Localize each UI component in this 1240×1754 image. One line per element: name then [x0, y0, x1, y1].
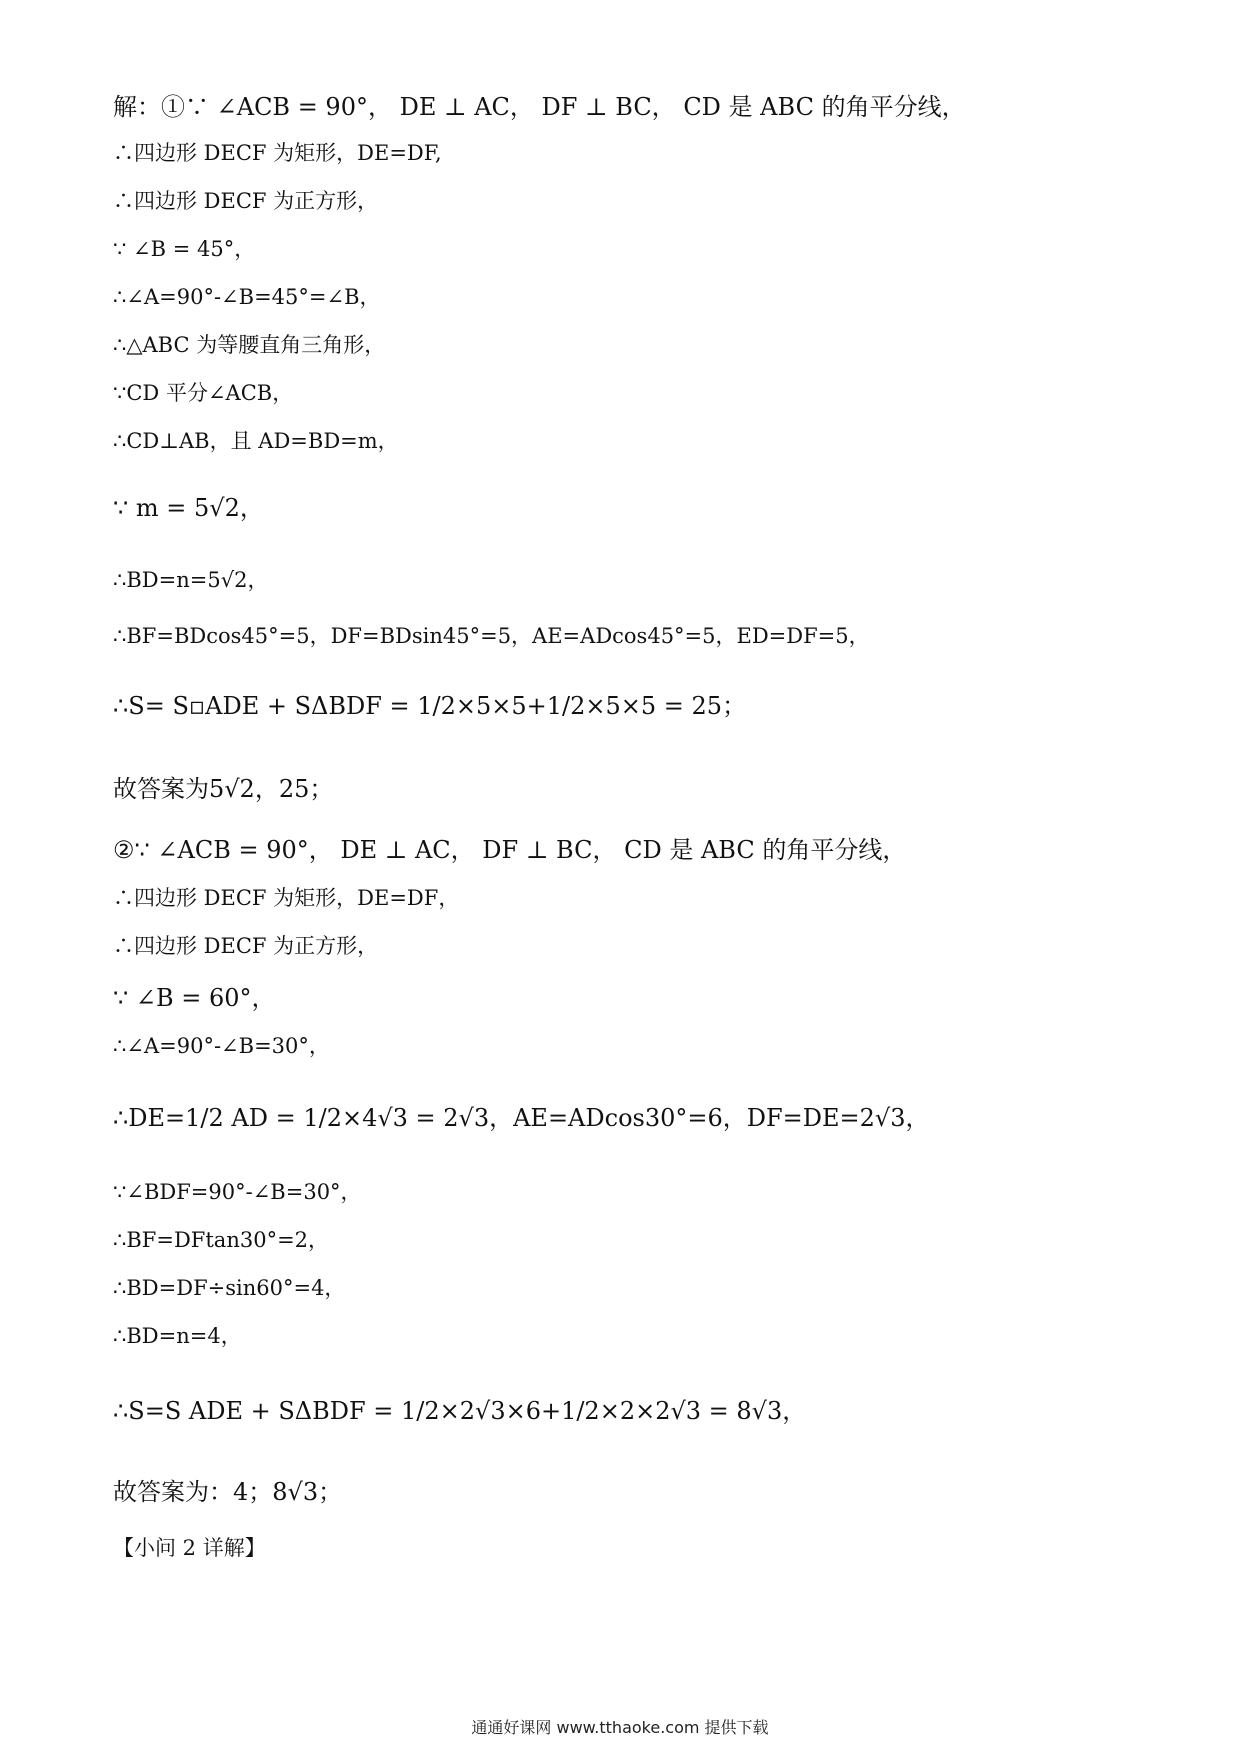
solution-line: ∴BD=n=5√2，	[113, 568, 269, 592]
solution-line: ∴四边形 DECF 为正方形，	[113, 934, 379, 958]
solution-line: ∵∠BDF=90°-∠B=30°，	[113, 1180, 362, 1204]
solution-formula: ∴S=S ADE + SΔBDF = 1/2×2√3×6+1/2×2×2√3 = 8√3，	[113, 1397, 807, 1425]
solution-line: ∴CD⊥AB，且 AD=BD=m，	[113, 429, 399, 453]
solution-line: ∴∠A=90°-∠B=45°=∠B，	[113, 285, 381, 309]
solution-line: ∴四边形 DECF 为正方形，	[113, 189, 379, 213]
solution-line: ∵CD 平分∠ACB，	[113, 381, 294, 405]
solution-formula: ∴S= S▫ADE + SΔBDF = 1/2×5×5+1/2×5×5 = 25；	[113, 692, 747, 720]
section-heading: 【小问 2 详解】	[113, 1536, 266, 1560]
solution-line: ∴BD=n=4，	[113, 1324, 242, 1348]
solution-line: ∵ m = 5√2，	[113, 494, 264, 522]
solution-line: ∴BF=DFtan30°=2，	[113, 1228, 330, 1252]
solution-line: ②∵ ∠ACB = 90°， DE ⊥ AC， DF ⊥ BC， CD 是 ABC 的角平分线，	[113, 836, 907, 864]
answer-line: 故答案为：4；8√3；	[113, 1478, 343, 1506]
solution-line: ∵ ∠B = 45°，	[113, 237, 256, 261]
solution-formula: ∴DE=1/2 AD = 1/2×4√3 = 2√3，AE=ADcos30°=6，DF=DE=2√3，	[113, 1104, 930, 1132]
solution-line: ∵ ∠B = 60°，	[113, 984, 276, 1012]
solution-line: ∴四边形 DECF 为矩形，DE=DF,	[113, 141, 442, 165]
solution-line: 解：①∵ ∠ACB = 90°， DE ⊥ AC， DF ⊥ BC， CD 是 ABC 的角平分线，	[113, 93, 966, 121]
solution-line: ∴四边形 DECF 为矩形，DE=DF，	[113, 886, 460, 910]
solution-line: ∴△ABC 为等腰直角三角形，	[113, 333, 386, 357]
footer-watermark: 通通好课网 www.tthaoke.com 提供下载	[471, 1718, 769, 1737]
solution-line: ∴∠A=90°-∠B=30°，	[113, 1034, 330, 1058]
solution-line: ∴BF=BDcos45°=5，DF=BDsin45°=5，AE=ADcos45°=5，ED=DF=5，	[113, 624, 870, 648]
answer-line: 故答案为5√2，25；	[113, 775, 334, 803]
solution-line: ∴BD=DF÷sin60°=4，	[113, 1276, 346, 1300]
